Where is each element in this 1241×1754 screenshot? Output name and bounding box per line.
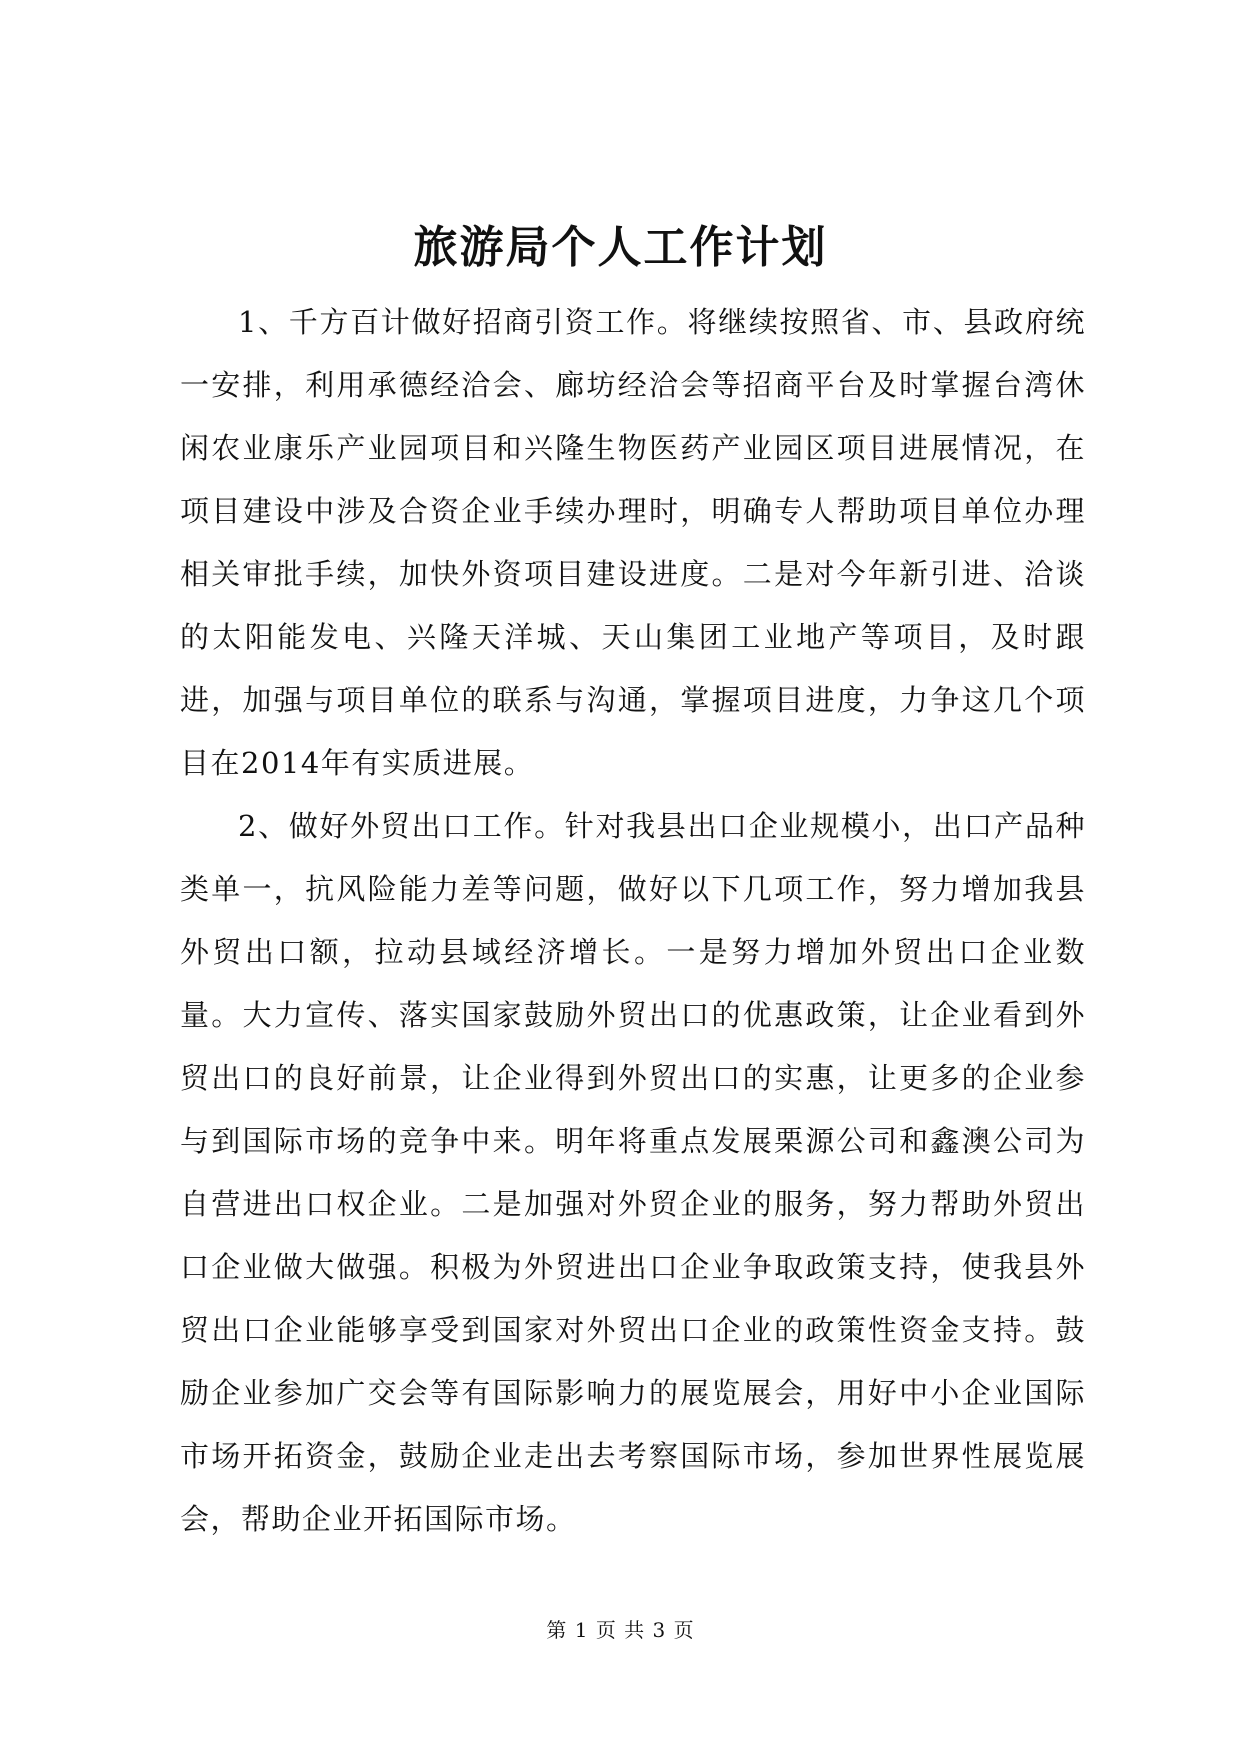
document-body	[180, 291, 1086, 1551]
page-number-footer: 第 1 页 共 3 页	[546, 1618, 695, 1642]
paragraph-1: 1、千方百计做好招商引资工作。将继续按照省、市、县政府统一安排，利用承德经洽会、廊坊经洽会等招商平台及时掌握台湾休闲农业康乐产业园项目和兴隆生物医药产业园区项目进展情况，在项目建设中涉及合资企业手续办理时，明确专人帮助项目单位办理相关审批手续，加快外资项目建设进度。二是对今年新引进、洽谈的太阳能发电、兴隆天洋城、天山集团工业地产等项目，及时跟进，加强与项目单位的联系与沟通，掌握项目进度，力争这几个项目在2014年有实质进展。	[180, 305, 1086, 780]
paragraph-2: 2、做好外贸出口工作。针对我县出口企业规模小，出口产品种类单一，抗风险能力差等问题，做好以下几项工作，努力增加我县外贸出口额，拉动县域经济增长。一是努力增加外贸出口企业数量。大力宣传、落实国家鼓励外贸出口的优惠政策，让企业看到外贸出口的良好前景，让企业得到外贸出口的实惠，让更多的企业参与到国际市场的竞争中来。明年将重点发展栗源公司和鑫澳公司为自营进出口权企业。二是加强对外贸企业的服务，努力帮助外贸出口企业做大做强。积极为外贸进出口企业争取政策支持，使我县外贸出口企业能够享受到国家对外贸出口企业的政策性资金支持。鼓励企业参加广交会等有国际影响力的展览展会，用好中小企业国际市场开拓资金，鼓励企业走出去考察国际市场，参加世界性展览展会，帮助企业开拓国际市场。	[180, 809, 1086, 1536]
document-title: 旅游局个人工作计划	[413, 222, 828, 273]
